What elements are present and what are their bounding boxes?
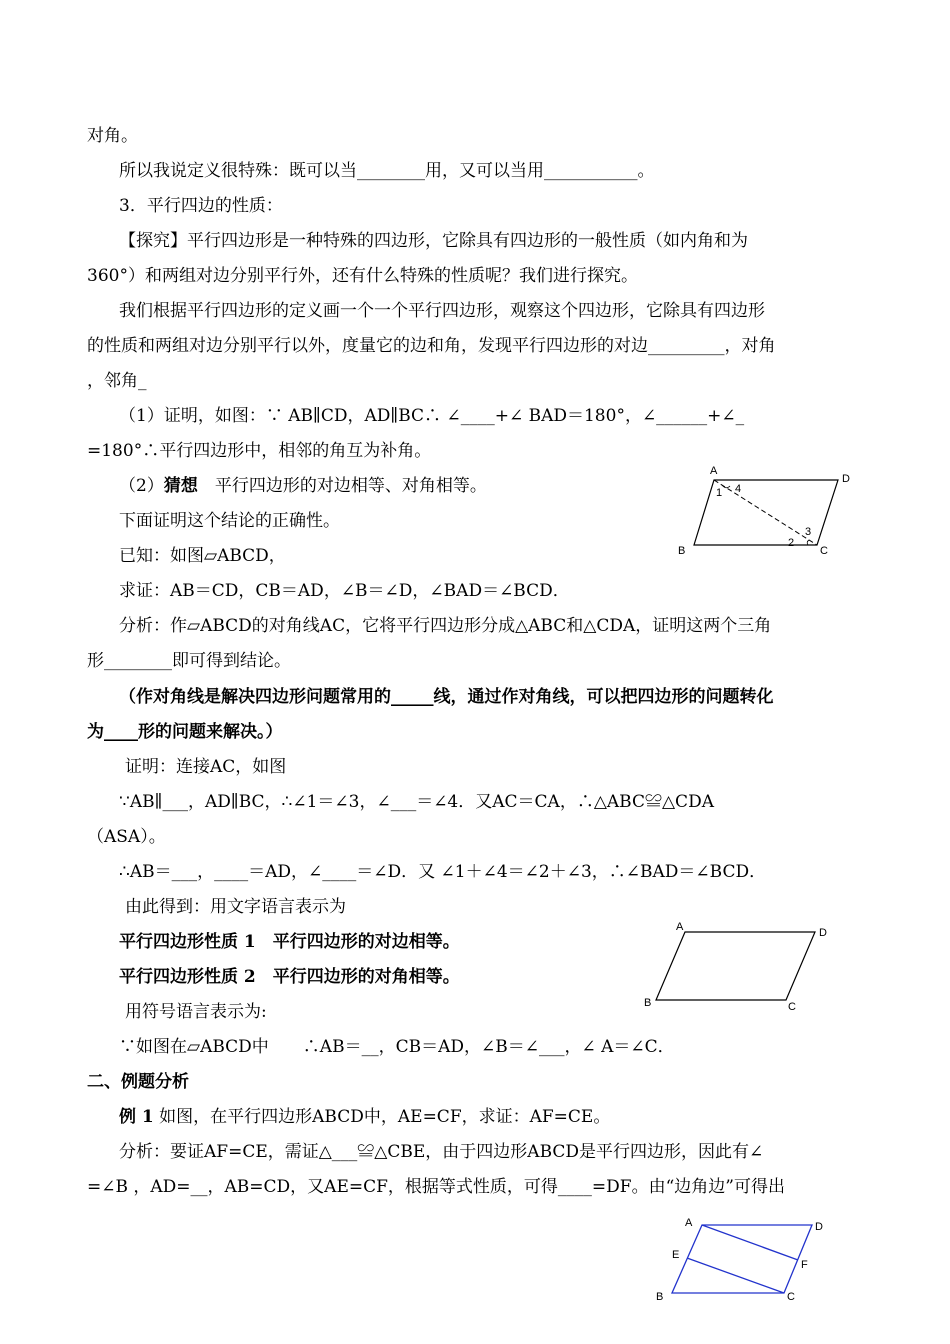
angle-label-3: 3 <box>805 526 812 538</box>
text-line: 所以我说定义很特殊：既可以当________用，又可以当用___________。 <box>119 161 655 181</box>
figure-example-parallelogram <box>650 1210 840 1305</box>
parallelogram-shape <box>672 1225 812 1293</box>
figure-parallelogram <box>640 918 840 1018</box>
parallelogram-shape <box>656 932 815 1000</box>
label-a: A <box>685 1217 693 1229</box>
text-line: 【探究】平行四边形是一种特殊的四边形，它除具有四边形的一般性质（如内角和为 <box>119 231 748 251</box>
segment-ec <box>687 1258 784 1293</box>
label-d: D <box>815 1221 823 1233</box>
text-line: 由此得到：用文字语言表示为 <box>125 897 346 917</box>
property-line: 平行四边形性质 1 平行四边形的对边相等。 <box>119 932 460 952</box>
text-line: ∵如图在▱ABCD中 ∴AB＝__，CB＝AD，∠B＝∠___，∠ A＝∠C． <box>119 1037 675 1057</box>
text-run: 平行四边形的对边相等、对角相等。 <box>197 476 487 496</box>
text-line: 我们根据平行四边形的定义画一个一个平行四边形，观察这个四边形，它除具有四边形 <box>119 301 765 321</box>
text-line: 已知：如图▱ABCD， <box>119 546 286 566</box>
label-b: B <box>644 997 652 1009</box>
text-line: 分析：要证AF=CE，需证△___≌△CBE，由于四边形ABCD是平行四边形，因此有∠ <box>119 1142 764 1162</box>
text-line: （1）证明，如图：∵ AB∥CD，AD∥BC∴ ∠____+∠ BAD＝180°，∠______+∠_ <box>119 406 745 426</box>
property-line: 平行四边形性质 2 平行四边形的对角相等。 <box>119 967 460 987</box>
text-line-bold: （作对角线是解决四边形问题常用的_____线，通过作对角线，可以把四边形的问题转化 <box>119 687 774 707</box>
text-line: =180°∴平行四边形中，相邻的角互为补角。 <box>87 441 432 461</box>
section-heading: 3．平行四边的性质： <box>119 196 283 216</box>
text-line: ∴AB＝___，____＝AD，∠____＝∠D．又 ∠1＋∠4＝∠2＋∠3，∴∠BAD＝∠BCD． <box>119 862 767 882</box>
text-run: （2） <box>119 476 164 496</box>
text-line: 用符号语言表示为: <box>125 1002 267 1022</box>
label-e: E <box>672 1249 680 1261</box>
text-line: ∵AB∥___，AD∥BC，∴∠1＝∠3，∠___＝∠4．又AC＝CA，∴△ABC≌△CDA <box>119 792 714 812</box>
label-d: D <box>819 927 827 939</box>
text-line-bold: 为____形的问题来解决。） <box>87 722 283 742</box>
angle-label-4: 4 <box>735 483 742 495</box>
text-line: ，邻角_ <box>87 371 147 391</box>
angle-label-2: 2 <box>788 537 795 549</box>
text-line: =∠B ，AD=__，AB=CD，又AE=CF，根据等式性质，可得____=DF。由“边角边”可得出 <box>87 1177 785 1197</box>
diagonal-ac <box>714 480 817 545</box>
guess-label: 猜想 <box>163 476 198 496</box>
angle-label-1: 1 <box>716 487 723 499</box>
angle-arc <box>807 540 809 545</box>
text-line: 下面证明这个结论的正确性。 <box>119 511 340 531</box>
text-line: 的性质和两组对边分别平行以外，度量它的边和角，发现平行四边形的对边_________，对角 <box>87 336 776 356</box>
label-c: C <box>787 1291 795 1303</box>
text-line: （ASA）。 <box>87 827 166 847</box>
label-b: B <box>678 545 686 557</box>
text-line: 证明：连接AC，如图 <box>125 757 287 777</box>
label-b: B <box>656 1291 664 1303</box>
text-line: 对角。 <box>87 126 138 146</box>
label-a: A <box>710 465 718 477</box>
example-label: 例 1 <box>119 1107 154 1127</box>
text-run: 如图，在平行四边形ABCD中，AE=CF，求证：AF=CE。 <box>159 1107 611 1127</box>
label-f: F <box>801 1259 808 1271</box>
text-line: 求证：AB＝CD，CB＝AD，∠B＝∠D，∠BAD＝∠BCD． <box>119 581 570 601</box>
text-line: 分析：作▱ABCD的对角线AC，它将平行四边形分成△ABC和△CDA，证明这两个三角 <box>119 616 772 636</box>
section-heading: 二、例题分析 <box>87 1072 189 1092</box>
label-c: C <box>788 1001 796 1013</box>
text-line <box>119 475 487 497</box>
text-line: 360°）和两组对边分别平行外，还有什么特殊的性质呢？我们进行探究。 <box>87 266 638 286</box>
label-d: D <box>842 473 850 485</box>
figure-parallelogram-diagonal <box>670 460 870 565</box>
label-a: A <box>676 921 684 933</box>
segment-af <box>702 1225 798 1260</box>
text-line <box>119 1106 610 1128</box>
label-c: C <box>820 545 828 557</box>
text-line: 形________即可得到结论。 <box>87 651 291 671</box>
